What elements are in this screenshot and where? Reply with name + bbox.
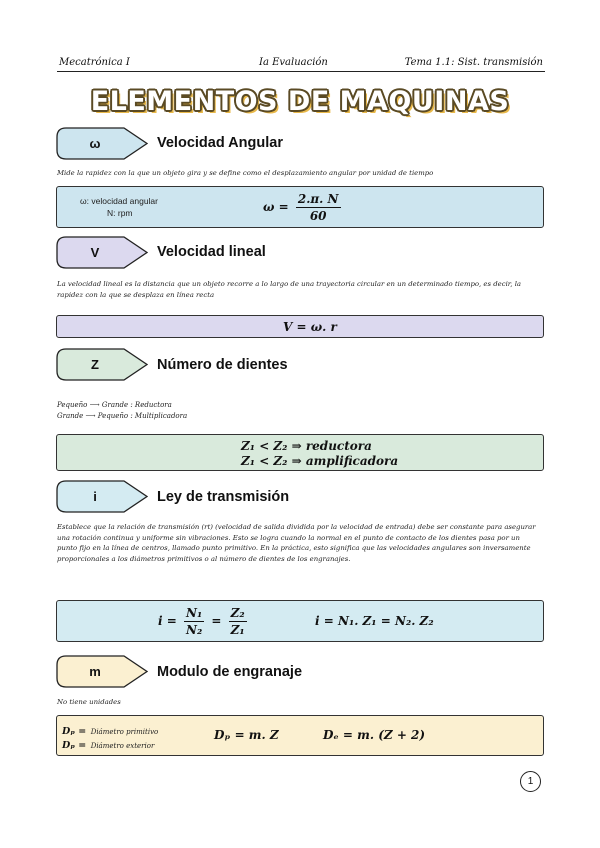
angular-formula — [263, 192, 344, 223]
angular-legend-omega: ω: velocidad angular — [80, 196, 158, 206]
transmision-description: Establece que la relación de transmisión (rt) (velocidad de salida dividida por la velocidad de entrada) debe ser constante para asegurar una rotación continua y uniforme sin vibraciones. Esto se logra cuando la normal en el punto de contacto de los dientes pasa por un punto fijo en la línea de centros, llamado punto primitivo. En la práctica, esto significa que las velocidades angulares son inversamente proporcionales a los diámetros primitivos o al número de dientes de los engranajes. — [57, 523, 536, 563]
page-title: ELEMENTOS DE MAQUINAS — [90, 86, 510, 117]
modulo-legend-de-symbol: Dₚ = — [62, 740, 87, 751]
z-tag — [56, 348, 148, 381]
transmision-formula-product: i = N₁. Z₁ = N₂. Z₂ — [315, 614, 434, 628]
modulo-legend-dp-text: Diámetro primitivo — [90, 728, 159, 736]
omega-symbol: ω — [89, 136, 101, 151]
angular-legend-n: N: rpm — [107, 208, 133, 218]
lineal-formula-box — [56, 315, 544, 338]
modulo-description: No tiene unidades — [57, 698, 121, 706]
modulo-legend-de-text: Diámetro exterior — [90, 742, 155, 750]
i-symbol: i — [93, 489, 97, 504]
section-title-transmision: Ley de transmisión — [157, 489, 290, 505]
dientes-note-multiplicadora: Grande ⟶ Pequeño : Multiplicadora — [57, 412, 188, 420]
v-symbol: V — [90, 245, 100, 260]
dientes-formula-box — [56, 434, 544, 471]
transmision-formula-box — [56, 600, 544, 642]
m-tag — [56, 655, 148, 688]
page-number: 1 — [520, 771, 541, 792]
transmision-fraction-n — [184, 606, 204, 637]
angular-formula-lhs: ω = — [263, 200, 289, 214]
modulo-formula-primitivo: Dₚ = m. Z — [214, 728, 279, 742]
section-title-lineal: Velocidad lineal — [157, 244, 266, 260]
m-symbol: m — [89, 664, 101, 679]
angular-formula-box — [56, 186, 544, 228]
transmision-formula-ratio — [158, 606, 250, 637]
z-symbol: Z — [91, 357, 99, 372]
course-name: Mecatrónica I — [59, 57, 130, 68]
section-title-angular: Velocidad Angular — [157, 135, 283, 151]
modulo-formula-exterior: Dₑ = m. (Z + 2) — [323, 728, 426, 742]
transmision-equals: = — [211, 614, 222, 628]
topic-label: Tema 1.1: Sist. transmisión — [404, 57, 543, 68]
evaluation-label: Ia Evaluación — [259, 57, 328, 68]
dientes-formula-reductora: Z₁ < Z₂ ⇒ reductora — [241, 439, 372, 453]
transmision-lhs: i = — [158, 614, 177, 628]
transmision-z2: Z₂ — [230, 606, 245, 620]
section-title-modulo: Modulo de engranaje — [157, 664, 303, 680]
angular-numerator: 2.π. N — [297, 192, 339, 206]
lineal-formula: V = ω. r — [283, 320, 337, 334]
section-title-dientes: Número de dientes — [157, 357, 288, 373]
angular-fraction — [296, 192, 341, 223]
angular-description: Mide la rapidez con la que un objeto gira y se define como el desplazamiento angular por unidad de tiempo — [57, 169, 434, 177]
lineal-description: La velocidad lineal es la distancia que un objeto recorre a lo largo de una trayectoria circular en un determinado tiempo, es decir, la rapidez con la que se desplaza en línea recta — [57, 280, 521, 299]
i-tag — [56, 480, 148, 513]
modulo-legend-dp-symbol: Dₚ = — [62, 726, 87, 737]
transmision-n2: N₂ — [185, 623, 203, 637]
dientes-formula-amplificadora: Z₁ < Z₂ ⇒ amplificadora — [241, 454, 399, 468]
omega-tag — [56, 127, 148, 160]
transmision-z1: Z₁ — [230, 623, 245, 637]
transmision-fraction-z — [229, 606, 247, 637]
page-header — [57, 55, 545, 72]
v-tag — [56, 236, 148, 269]
modulo-legend-exterior — [62, 735, 154, 753]
modulo-formula-box — [56, 715, 544, 756]
angular-denominator: 60 — [309, 209, 327, 223]
dientes-note-reductora: Pequeño ⟶ Grande : Reductora — [57, 401, 172, 409]
transmision-n1: N₁ — [185, 606, 203, 620]
